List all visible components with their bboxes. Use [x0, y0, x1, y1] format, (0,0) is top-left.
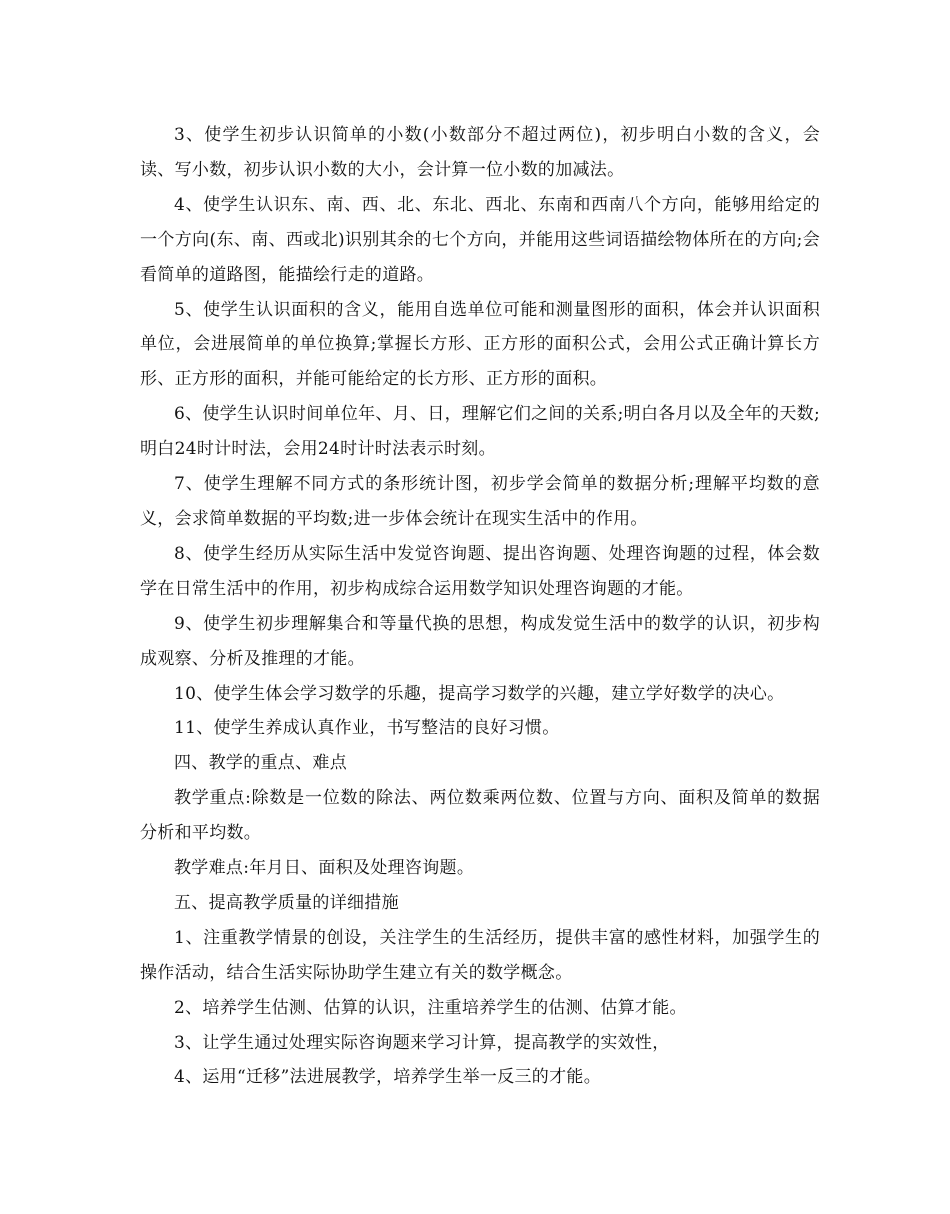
paragraph-goal-8: 8、使学生经历从实际生活中发觉咨询题、提出咨询题、处理咨询题的过程，体会数学在日常生活中的作用，初步构成综合运用数学知识处理咨询题的才能。 — [140, 543, 820, 599]
paragraph-measure-2: 2、培养学生估测、估算的认识，注重培养学生的估测、估算才能。 — [174, 997, 687, 1018]
paragraph-measure-4: 4、运用“迁移”法进展教学，培养学生举一反三的才能。 — [174, 1067, 601, 1088]
paragraph-goal-11: 11、使学生养成认真作业，书写整洁的良好习惯。 — [174, 718, 560, 739]
paragraph-goal-5: 5、使学生认识面积的含义，能用自选单位可能和测量图形的面积，体会并认识面积单位，会进展简单的单位换算;掌握长方形、正方形的面积公式，会用公式正确计算长方形、正方形的面积，并能可能给定的长方形、正方形的面积。 — [140, 299, 820, 390]
paragraph-goal-3: 3、使学生初步认识简单的小数(小数部分不超过两位)，初步明白小数的含义，会读、写小数，初步认识小数的大小，会计算一位小数的加减法。 — [140, 125, 820, 180]
paragraph-teaching-difficulty: 教学难点:年月日、面积及处理咨询题。 — [174, 858, 475, 879]
paragraph-goal-10: 10、使学生体会学习数学的乐趣，提高学习数学的兴趣，建立学好数学的决心。 — [174, 683, 785, 704]
section-heading-measures: 五、提高教学质量的详细措施 — [174, 892, 399, 913]
paragraph-goal-7: 7、使学生理解不同方式的条形统计图，初步学会简单的数据分析;理解平均数的意义，会求简单数据的平均数;进一步体会统计在现实生活中的作用。 — [140, 474, 820, 529]
paragraph-goal-6: 6、使学生认识时间单位年、月、日，理解它们之间的关系;明白各月以及全年的天数;明白24时计时法，会用24时计时法表示时刻。 — [140, 404, 820, 460]
document-body — [140, 118, 820, 1095]
paragraph-measure-1: 1、注重教学情景的创设，关注学生的生活经历，提供丰富的感性材料，加强学生的操作活动，结合生活实际协助学生建立有关的数学概念。 — [140, 927, 820, 983]
paragraph-teaching-focus: 教学重点:除数是一位数的除法、两位数乘两位数、位置与方向、面积及简单的数据分析和平均数。 — [140, 788, 820, 844]
paragraph-goal-9: 9、使学生初步理解集合和等量代换的思想，构成发觉生活中的数学的认识，初步构成观察、分析及推理的才能。 — [140, 613, 820, 669]
paragraph-goal-4: 4、使学生认识东、南、西、北、东北、西北、东南和西南八个方向，能够用给定的一个方向(东、南、西或北)识别其余的七个方向，并能用这些词语描绘物体所在的方向;会看简单的道路图，能描绘行走的道路。 — [140, 194, 820, 285]
section-heading-key-points: 四、教学的重点、难点 — [174, 753, 347, 774]
paragraph-measure-3: 3、让学生通过处理实际咨询题来学习计算，提高教学的实效性， — [174, 1032, 670, 1053]
